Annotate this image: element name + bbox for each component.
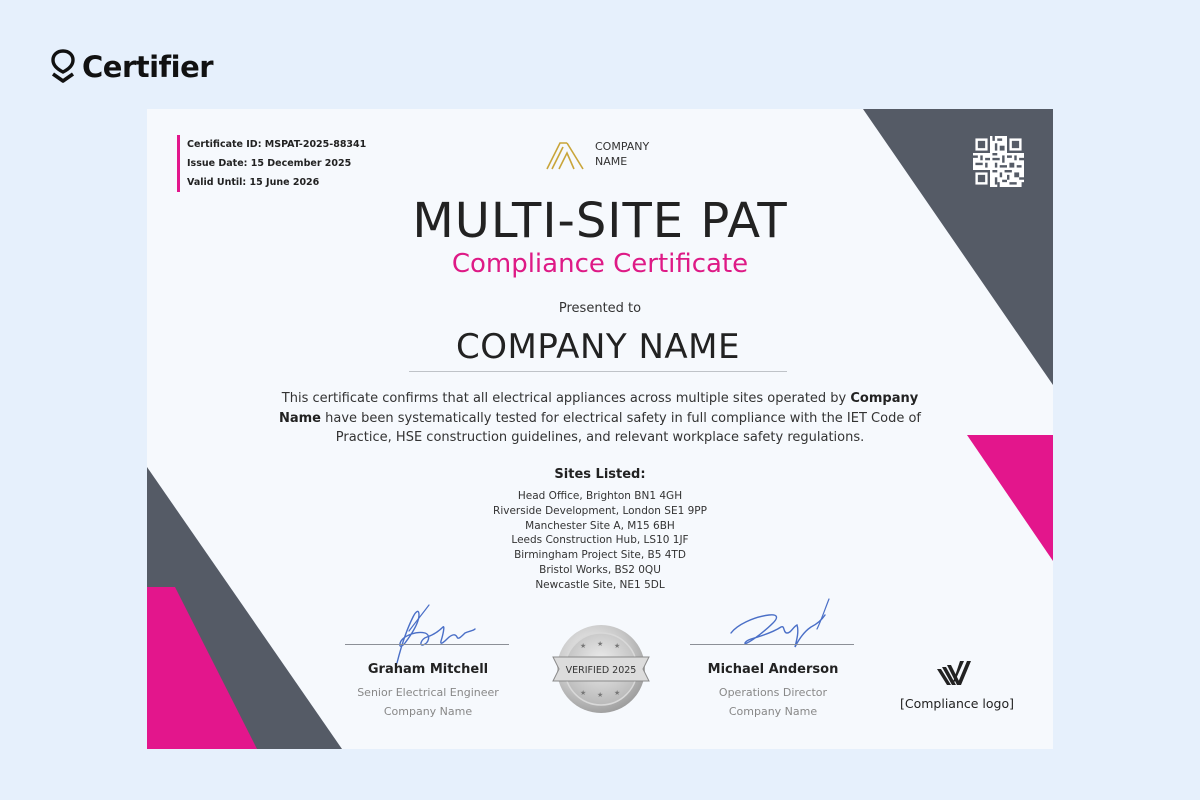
body-text-start: This certificate confirms that all electrical appliances across multiple sites operated by — [281, 391, 851, 406]
body-text-end: have been systematically tested for electrical safety in full compliance with the IET Code of Practice, HSE construction guidelines, and relevant workplace safety regulations. — [321, 410, 921, 445]
shield-chevron-icon — [50, 48, 76, 86]
compliance-logo-label: [Compliance logo] — [899, 696, 1014, 711]
site-item: Birmingham Project Site, B5 4TD — [514, 549, 686, 562]
svg-text:★: ★ — [597, 691, 604, 699]
signer-role: Senior Electrical Engineer — [357, 686, 499, 699]
verified-seal-icon — [547, 613, 655, 721]
site-item: Leeds Construction Hub, LS10 1JF — [511, 534, 689, 547]
signature-line — [690, 644, 854, 645]
svg-text:★: ★ — [597, 640, 604, 648]
company-logo — [545, 137, 665, 171]
qr-code-icon[interactable] — [973, 136, 1024, 187]
certificate-body — [260, 389, 940, 448]
body-company-name: Company Name — [278, 391, 919, 426]
certificate — [147, 109, 1053, 749]
signature-line — [345, 644, 509, 645]
site-item: Head Office, Brighton BN1 4GH — [517, 490, 683, 502]
site-item: Newcastle Site, NE1 5DL — [535, 578, 665, 591]
compliance-logo-icon — [937, 659, 971, 687]
site-item: Manchester Site A, M15 6BH — [525, 519, 675, 532]
company-logo-mark-icon — [545, 137, 585, 171]
certificate-title: MULTI-SITE PAT — [412, 193, 788, 249]
certificate-subtitle: Compliance Certificate — [451, 249, 749, 279]
svg-text:★: ★ — [614, 689, 621, 697]
company-logo-text — [595, 139, 665, 169]
signer-1 — [345, 662, 511, 718]
signer-role: Operations Director — [718, 686, 828, 699]
sites-list — [147, 489, 1053, 593]
signature-michael-anderson — [725, 595, 835, 655]
signer-name: Graham Mitchell — [367, 662, 489, 677]
company-logo-line1: COMPANY — [595, 140, 650, 153]
presented-to-label: Presented to — [558, 301, 642, 316]
issue-date: Issue Date: 15 December 2025 — [187, 158, 352, 169]
signer-name: Michael Anderson — [707, 662, 839, 677]
recipient-name: COMPANY NAME — [409, 327, 787, 372]
signer-2 — [690, 662, 856, 718]
svg-text:★: ★ — [614, 642, 621, 650]
svg-text:★: ★ — [580, 642, 587, 650]
certificate-meta — [177, 135, 366, 192]
site-item: Bristol Works, BS2 0QU — [539, 563, 661, 576]
company-logo-line2: NAME — [595, 155, 628, 168]
signer-company: Company Name — [383, 705, 473, 718]
certificate-id: Certificate ID: MSPAT-2025-88341 — [187, 139, 367, 150]
brand-name: Certifier — [82, 50, 214, 84]
brand-logo[interactable] — [50, 48, 213, 86]
valid-until: Valid Until: 15 June 2026 — [187, 177, 320, 188]
sites-title: Sites Listed: — [554, 467, 646, 482]
signer-company: Company Name — [728, 705, 818, 718]
signature-graham-mitchell — [383, 601, 483, 671]
svg-text:★: ★ — [580, 689, 587, 697]
seal-label: VERIFIED 2025 — [565, 665, 637, 676]
site-item: Riverside Development, London SE1 9PP — [493, 504, 707, 517]
